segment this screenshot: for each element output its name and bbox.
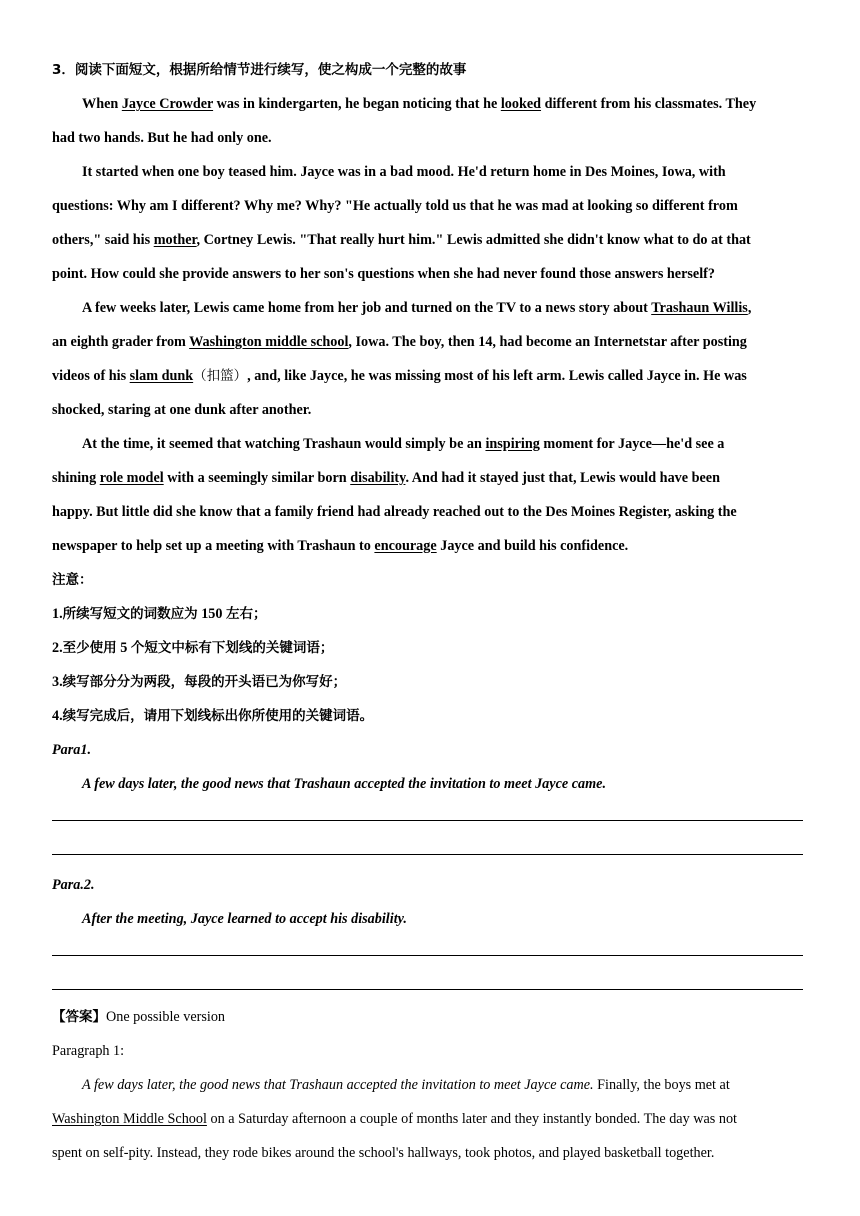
answer-blank-line[interactable] <box>52 820 803 821</box>
passage-p1-line1: When Jayce Crowder was in kindergarten, he began noticing that he looked different from his classmates. They <box>82 96 757 112</box>
note-item-4: 4.续写完成后，请用下划线标出你所使用的关键词语。 <box>52 708 374 724</box>
passage-p3-line2: an eighth grader from Washington middle school, Iowa. The boy, then 14, had become an Internetstar after posting <box>52 334 747 350</box>
keyword-encourage: encourage <box>374 538 437 554</box>
keyword-mother: mother <box>153 232 197 248</box>
keyword-trashaun-willis: Trashaun Willis <box>651 300 748 316</box>
para2-opening: After the meeting, Jayce learned to accept his disability. <box>82 911 407 927</box>
answer-blank-line[interactable] <box>52 955 803 956</box>
keyword-looked: looked <box>500 96 542 112</box>
passage-p4-line4: newspaper to help set up a meeting with Trashaun to encourage Jayce and build his confidence. <box>52 538 629 554</box>
answer-blank-line[interactable] <box>52 989 803 990</box>
keyword-jayce-crowder: Jayce Crowder <box>121 96 214 112</box>
answer-blank-line[interactable] <box>52 854 803 855</box>
passage-p3-line3: videos of his slam dunk（扣篮）, and, like Jayce, he was missing most of his left arm. Lewis called Jayce in. He was <box>52 368 747 384</box>
keyword-washington-middle-school: Washington middle school <box>189 334 349 350</box>
answer-tag: 【答案】 <box>52 1009 106 1025</box>
passage-p2-line3: others," said his mother, Cortney Lewis. "That really hurt him." Lewis admitted she didn't know what to do at that <box>52 232 751 248</box>
question-heading: 3．阅读下面短文，根据所给情节进行续写，使之构成一个完整的故事 <box>52 62 467 78</box>
passage-p3-line4: shocked, staring at one dunk after another. <box>52 402 312 418</box>
answer-header: 【答案】One possible version <box>52 1009 226 1025</box>
passage-p1-line2: had two hands. But he had only one. <box>52 130 272 146</box>
passage-p2-line2: questions: Why am I different? Why me? Why? "He actually told us that he was mad at looking so different from <box>52 198 738 214</box>
passage-p4-line1: At the time, it seemed that watching Trashaun would simply be an inspiring moment for Jayce—he'd see a <box>82 436 725 452</box>
para2-label: Para.2. <box>52 877 95 893</box>
note-item-2: 2.至少使用 5 个短文中标有下划线的关键词语； <box>52 640 334 656</box>
passage-p2-line4: point. How could she provide answers to her son's questions when she had never found those answers herself? <box>52 266 715 282</box>
para1-label: Para1. <box>52 742 92 758</box>
answer-line-1: A few days later, the good news that Trashaun accepted the invitation to meet Jayce came. Finally, the boys met at <box>82 1077 730 1093</box>
keyword-role-model: role model <box>99 470 164 486</box>
passage-p4-line2: shining role model with a seemingly similar born disability. And had it stayed just that, Lewis would have been <box>52 470 720 486</box>
keyword-inspiring: inspiring <box>485 436 540 452</box>
answer-line-2: Washington Middle School on a Saturday afternoon a couple of months later and they instantly bonded. The day was not <box>52 1111 737 1127</box>
keyword-disability: disability <box>350 470 406 486</box>
answer-paragraph-label: Paragraph 1: <box>52 1043 125 1059</box>
para1-opening: A few days later, the good news that Trashaun accepted the invitation to meet Jayce came. <box>82 776 606 792</box>
passage-p2-line1: It started when one boy teased him. Jayce was in a bad mood. He'd return home in Des Moines, Iowa, with <box>82 164 726 180</box>
note-item-1: 1.所续写短文的词数应为 150 左右； <box>52 606 267 622</box>
keyword-washington-middle-school-answer: Washington Middle School <box>52 1111 207 1127</box>
note-item-3: 3.续写部分分为两段，每段的开头语已为你写好； <box>52 674 347 690</box>
keyword-slam-dunk: slam dunk <box>129 368 194 384</box>
notes-title: 注意： <box>52 572 93 588</box>
passage-p4-line3: happy. But little did she know that a family friend had already reached out to the Des Moines Register, asking the <box>52 504 737 520</box>
passage-p3-line1: A few weeks later, Lewis came home from her job and turned on the TV to a news story about Trashaun Willis, <box>82 300 752 316</box>
answer-line-3: spent on self-pity. Instead, they rode bikes around the school's hallways, took photos, and played basketball together. <box>52 1145 715 1161</box>
